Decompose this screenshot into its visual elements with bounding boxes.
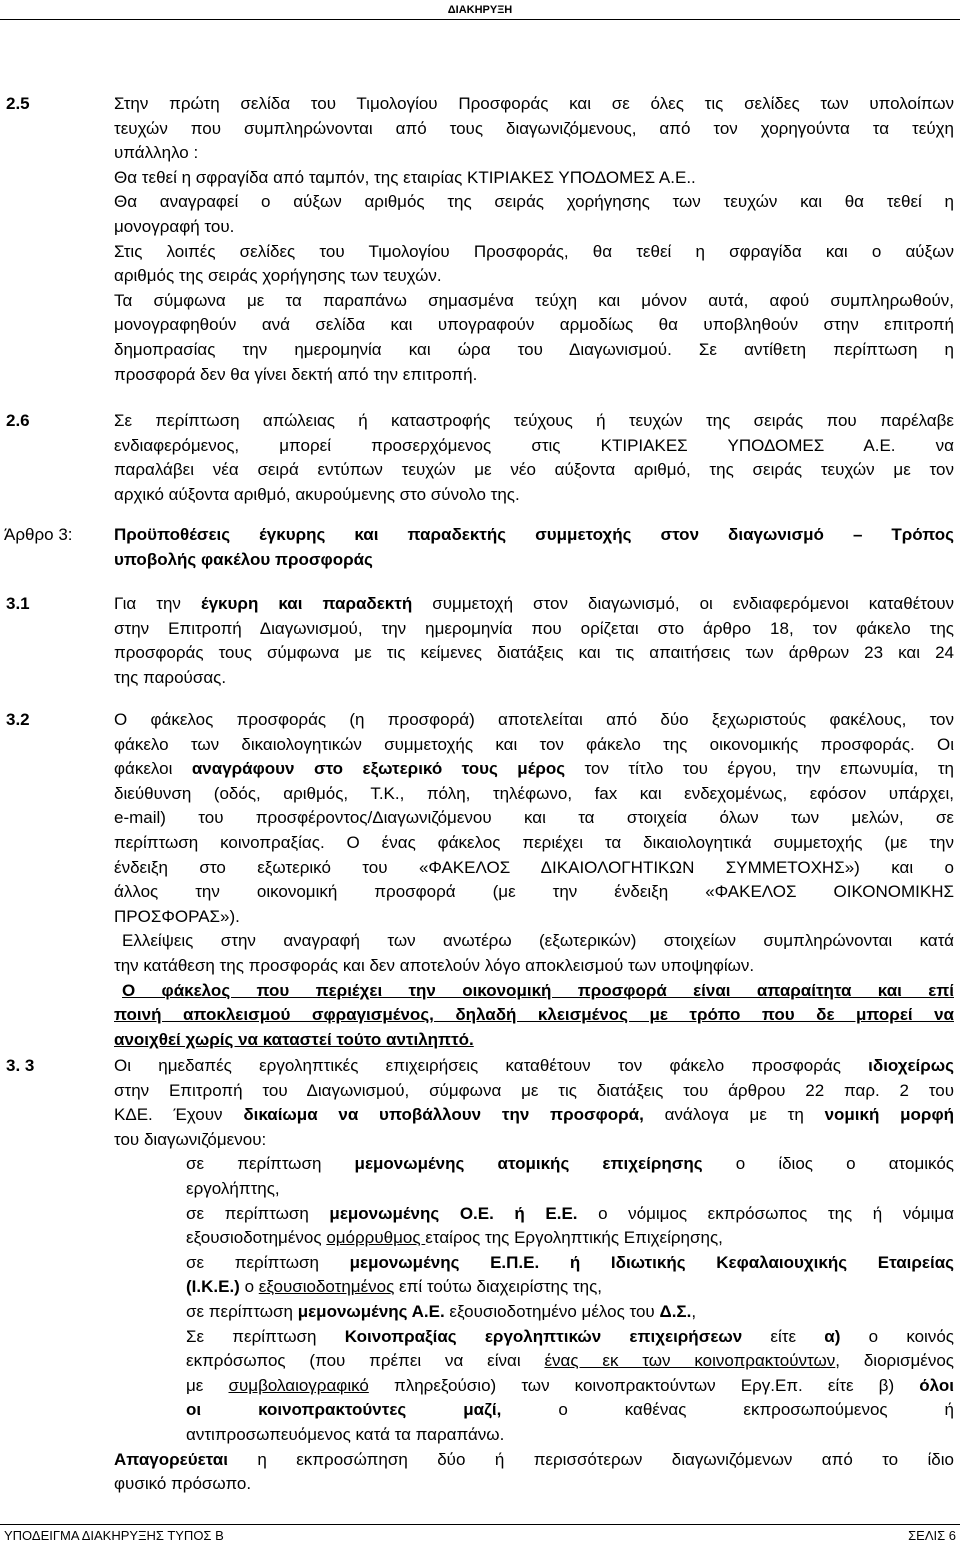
text-span: ανάλογα με τη — [643, 1105, 825, 1125]
text-line: Ελλείψεις στην αναγραφή των ανωτέρω (εξωτερικών) στοιχείων συμπληρώνονται κατά — [122, 931, 954, 951]
underlined-span: ομόρρυθμος — [326, 1228, 426, 1248]
text-span: σε περίπτωση — [186, 1203, 330, 1223]
text-line: μονογραφηθούν ανά σελίδα και υπογραφούν αρμοδίως θα υποβληθούν στην επιτροπή — [114, 315, 954, 335]
text-line: του διαγωνιζόμενου: — [114, 1129, 267, 1149]
text-line: ενδιαφερόμενος, μπορεί προσερχόμενος στις ΚΤΙΡΙΑΚΕΣ ΥΠΟΔΟΜΕΣ Α.Ε. να — [114, 435, 954, 455]
text-line — [114, 757, 954, 782]
footer-left: ΥΠΟΔΕΙΓΜΑ ΔΙΑΚΗΡΥΞΗΣ ΤΥΠΟΣ Β — [4, 1528, 224, 1543]
text-line — [114, 1251, 954, 1276]
text-line — [114, 1054, 954, 1079]
text-line: Στην πρώτη σελίδα του Τιμολογίου Προσφοράς και σε όλες τις σελίδες των υπολοίπων — [114, 94, 954, 113]
bold-span: Απαγορεύεται — [114, 1449, 228, 1469]
underlined-span: συμβολαιογραφικό — [228, 1375, 369, 1395]
text-line: δημοπρασίας την ημερομηνία και ώρα του Διαγωνισμού. Σε αντίθετη περίπτωση η — [114, 339, 954, 359]
text-line: στην Επιτροπή του Διαγωνισμού, σύμφωνα με τις διατάξεις του άρθρου 22 παρ. 2 του — [114, 1080, 954, 1100]
text-span: είτε — [742, 1326, 825, 1346]
text-line: Θα αναγραφεί ο αύξων αριθμός της σειράς χορήγησης των τευχών και θα τεθεί η — [114, 192, 954, 212]
text-span: εξουσιοδοτημένος — [186, 1228, 327, 1248]
text-line: e-mail) του προσφέροντος/Διαγωνιζόμενου και τα στοιχεία όλων των μελών, σε — [114, 808, 954, 828]
footer-rule — [0, 1524, 960, 1525]
text-line — [114, 1275, 954, 1300]
text-line: Θα τεθεί η σφραγίδα από ταμπόν, της εταιρίας ΚΤΙΡΙΑΚΕΣ ΥΠΟΔΟΜΕΣ Α.Ε.. — [114, 167, 696, 187]
text-span: ΚΔΕ. Έχουν — [114, 1105, 244, 1125]
bold-span: αναγράφουν στο εξωτερικό τους μέρος — [191, 759, 566, 779]
text-line: διεύθυνση (οδός, αριθμός, Τ.Κ., πόλη, τηλέφωνο, fax και ενδεχομένως, εφόσον υπάρχει, — [114, 783, 954, 803]
text-line: αριθμός της σειράς χορήγησης των τευχών. — [114, 266, 442, 286]
text-line — [114, 1374, 954, 1399]
text-line: ανοιχθεί χωρίς να καταστεί τούτο αντιληπτό. — [114, 1029, 474, 1049]
text-span: εξουσιοδοτημένο μέλος του — [444, 1301, 660, 1321]
bold-span: όλοι — [919, 1375, 954, 1395]
text-line: Προϋποθέσεις έγκυρης και παραδεκτής συμμετοχής στον διαγωνισμό – Τρόπος — [114, 525, 954, 544]
text-line — [114, 1349, 954, 1374]
text-span: Οι ημεδαπές εργοληπτικές επιχειρήσεις καταθέτουν τον φάκελο προσφοράς — [114, 1056, 869, 1075]
text-line: τευχών που συμπληρώνονται από τους διαγωνιζόμενους, από τον χορηγούντα τα τεύχη — [114, 118, 954, 138]
text-span: Για την — [114, 594, 201, 613]
section-body — [114, 1054, 954, 1497]
section-body — [114, 92, 954, 387]
bold-span: μεμονωμένης ατομικής επιχείρησης — [354, 1154, 703, 1174]
text-span: σε περίπτωση — [186, 1301, 298, 1321]
section-number: 3. 3 — [6, 1056, 35, 1075]
text-line: ΠΡΟΣΦΟΡΑΣ»). — [114, 906, 240, 926]
section-number: 2.5 — [6, 94, 30, 113]
page-header: ΔΙΑΚΗΡΥΞΗ — [447, 4, 513, 16]
text-line — [114, 1152, 954, 1177]
article-number: Άρθρο 3: — [4, 525, 73, 544]
text-line: παραλάβει νέα σειρά εντύπων τευχών με νέο αύξοντα αριθμό, της σειράς τευχών με τον — [114, 460, 954, 480]
text-line: εργολήπτης, — [186, 1178, 280, 1198]
text-line — [114, 1398, 954, 1423]
footer-page-number: ΣΕΛΙΣ 6 — [908, 1528, 956, 1543]
text-line — [114, 1202, 954, 1227]
text-span: ο — [239, 1277, 259, 1297]
text-line: Ο φάκελος που περιέχει την οικονομική προσφορά είναι απαραίτητα και επί — [122, 980, 954, 1000]
bold-span: νομική μορφή — [824, 1105, 954, 1125]
text-span: ο κοινός — [840, 1326, 954, 1346]
text-line: φυσικό πρόσωπο. — [114, 1474, 252, 1494]
text-line: περίπτωση κοινοπραξίας. Ο ένας φάκελος περιέχει τα δικαιολογητικά συμμετοχής (με την — [114, 832, 954, 852]
text-line: προσφοράς τους σύμφωνα με τις κείμενες διατάξεις και τις απαιτήσεις των άρθρων 23 και 24 — [114, 643, 954, 663]
text-line: φάκελο των δικαιολογητικών συμμετοχής και τον φάκελο της οικονομικής προσφοράς. Οι — [114, 734, 954, 754]
bold-span: (Ι.Κ.Ε.) — [186, 1277, 240, 1297]
section-body — [114, 708, 954, 1052]
text-line: Στις λοιπές σελίδες του Τιμολογίου Προσφοράς, θα τεθεί η σφραγίδα και ο αύξων — [114, 241, 954, 261]
section-body — [114, 592, 954, 690]
underlined-span: ένας εκ των κοινοπρακτούντων — [544, 1351, 836, 1371]
bold-span: μεμονωμένης Α.Ε. — [297, 1301, 445, 1321]
text-span: εταίρος της Εργοληπτικής Επιχείρησης, — [425, 1228, 723, 1248]
bold-span: ιδιοχείρως — [868, 1056, 954, 1075]
text-span: η εκπροσώπηση δύο ή περισσότερων διαγωνιζόμενων από το ίδιο — [227, 1449, 954, 1469]
bold-span: μεμονωμένης Ο.Ε. ή Ε.Ε. — [329, 1203, 578, 1223]
section-body — [114, 409, 954, 507]
text-line: ένδειξη στο εξωτερικό του «ΦΑΚΕΛΟΣ ΔΙΚΑΙΟΛΟΓΗΤΙΚΩΝ ΣΥΜΜΕΤΟΧΗΣ») και ο — [114, 857, 954, 877]
text-span: ο ίδιος ο ατομικός — [702, 1154, 954, 1174]
article-title — [114, 523, 954, 572]
text-span: πληρεξούσιο) των κοινοπρακτούντων Εργ.Επ. είτε β) — [368, 1375, 920, 1395]
text-span: ο καθένας εκπροσωπούμενος ή — [501, 1400, 955, 1420]
text-line — [114, 1300, 954, 1325]
text-line: Τα σύμφωνα με τα παραπάνω σημασμένα τεύχη και μόνον αυτά, αφού συμπληρωθούν, — [114, 290, 954, 310]
text-span: επί τούτω διαχειρίστης της, — [394, 1277, 603, 1297]
text-line — [114, 1325, 954, 1350]
text-line: ποινή αποκλεισμού σφραγισμένος, δηλαδή κλεισμένος με τρόπο που δε μπορεί να — [114, 1005, 954, 1025]
text-line: την κατάθεση της προσφοράς και δεν αποτελούν λόγο αποκλεισμού των υποψηφίων. — [114, 955, 755, 975]
text-line — [114, 592, 954, 617]
text-line — [114, 1226, 954, 1251]
text-line — [114, 1103, 954, 1128]
text-line: υποβολής φακέλου προσφοράς — [114, 549, 373, 569]
text-line: μονογραφή του. — [114, 216, 235, 236]
text-line: άλλος την οικονομική προσφορά (με την ένδειξη «ΦΑΚΕΛΟΣ ΟΙΚΟΝΟΜΙΚΗΣ — [114, 882, 954, 902]
text-span: , — [691, 1301, 697, 1321]
text-span: με — [186, 1375, 229, 1395]
text-span: συμμετοχή στον διαγωνισμό, οι ενδιαφερόμενοι καταθέτουν — [412, 594, 954, 613]
text-line: στην Επιτροπή Διαγωνισμού, την ημερομηνία που ορίζεται στο άρθρο 18, τον φάκελο της — [114, 618, 954, 638]
bold-span: Δ.Σ. — [659, 1301, 692, 1321]
text-line: της παρούσας. — [114, 667, 227, 687]
header-rule — [0, 19, 960, 20]
text-line: αντιπροσωπευόμενος κατά τα παραπάνω. — [186, 1424, 505, 1444]
section-number: 2.6 — [6, 411, 30, 430]
text-span: σε περίπτωση — [186, 1154, 355, 1174]
underlined-span: εξουσιοδοτημένος — [258, 1277, 395, 1297]
text-line: υπάλληλο : — [114, 143, 199, 163]
bold-span: έγκυρη και παραδεκτή — [200, 594, 413, 613]
text-span: ο νόμιμος εκπρόσωπος της ή νόμιμα — [577, 1203, 954, 1223]
text-span: Σε περίπτωση — [186, 1326, 345, 1346]
text-line: Ο φάκελος προσφοράς (η προσφορά) αποτελείται από δύο ξεχωριστούς φακέλους, τον — [114, 710, 954, 729]
text-span: τον τίτλο του έργου, την επωνυμία, τη — [565, 759, 954, 779]
bold-span: δικαίωμα να υποβάλλουν την προσφορά, — [243, 1105, 644, 1125]
text-span: φάκελοι — [114, 759, 192, 779]
text-span: σε περίπτωση — [186, 1252, 350, 1272]
bold-span: α) — [824, 1326, 841, 1346]
bold-span: Κοινοπραξίας εργοληπτικών επιχειρήσεων — [344, 1326, 743, 1346]
bold-span: μεμονωμένης Ε.Π.Ε. ή Ιδιωτικής Κεφαλαιουχικής Εταιρείας — [349, 1252, 955, 1272]
text-line — [114, 1448, 954, 1473]
text-span: εκπρόσωπος (που πρέπει να είναι — [186, 1351, 545, 1371]
bold-span: οι κοινοπρακτούντες μαζί, — [186, 1400, 502, 1420]
section-number: 3.1 — [6, 594, 30, 613]
text-span: , διορισμένος — [835, 1351, 954, 1371]
text-line: αρχικό αύξοντα αριθμό, ακυρούμενης στο σύνολο της. — [114, 484, 520, 504]
text-line: Σε περίπτωση απώλειας ή καταστροφής τεύχους ή τευχών της σειράς που παρέλαβε — [114, 411, 954, 430]
text-line: προσφορά δεν θα γίνει δεκτή από την επιτροπή. — [114, 364, 478, 384]
section-number: 3.2 — [6, 710, 30, 729]
